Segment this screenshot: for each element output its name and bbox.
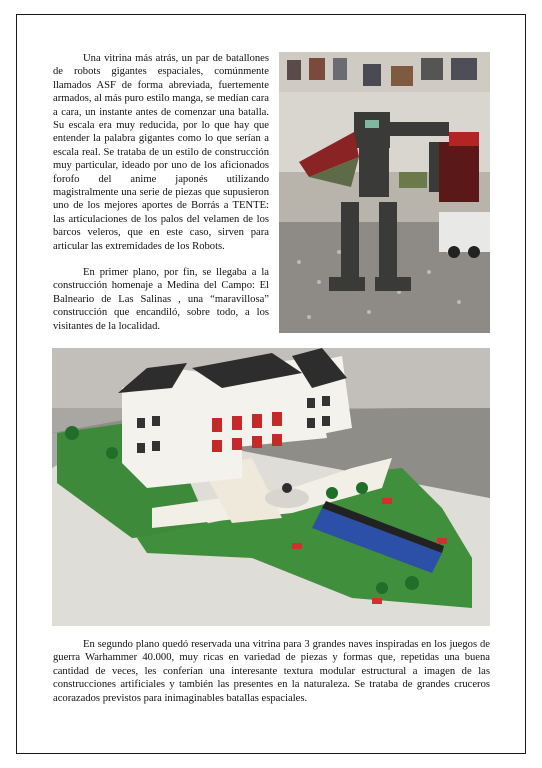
robot-photo bbox=[279, 52, 490, 333]
paragraph-robots: Una vitrina más atrás, un par de batallones de robots gigantes espaciales, comúnmente llamados ASF de forma abreviada, fuertemente armados, al más puro estilo manga, se medían cara a cara, un instante antes de comenzar una batalla. Su escala era muy reducida, por lo que hay que entender la palabra gigantes como lo que serían a escala real. Se trataba de un estilo de construcción muy particular, ideado por uno de los aficionados forofo del anime japonés utilizando magistralmente una serie de piezas que supusieron uno de los mejores aportes de Borrás a TENTE: las articulaciones de los palos del velamen de los barcos veleros, que en este caso, sirven para articular las extremidades de los Robots. bbox=[53, 53, 269, 252]
balneario-photo bbox=[52, 348, 490, 626]
paragraph-balneario: En primer plano, por fin, se llegaba a la construcción homenaje a Medina del Campo: El Balneario de Las Salinas , una “maravillosa” construcción que encandiló, sobre todo, a los visitantes de la localidad. bbox=[53, 267, 269, 332]
paragraph-warhammer: En segundo plano quedó reservada una vitrina para 3 grandes naves inspiradas en los juegos de guerra Warhammer 40.000, muy ricas en variedad de piezas y formas que, repetidas una buena cantidad de veces, les conferían una interesante textura modular estructural a imagen de las construcciones artificiales y también las presentes en la naturaleza. Se trataba de grandes cruceros acorazados previstos para inimaginables batallas espaciales. bbox=[53, 639, 490, 704]
